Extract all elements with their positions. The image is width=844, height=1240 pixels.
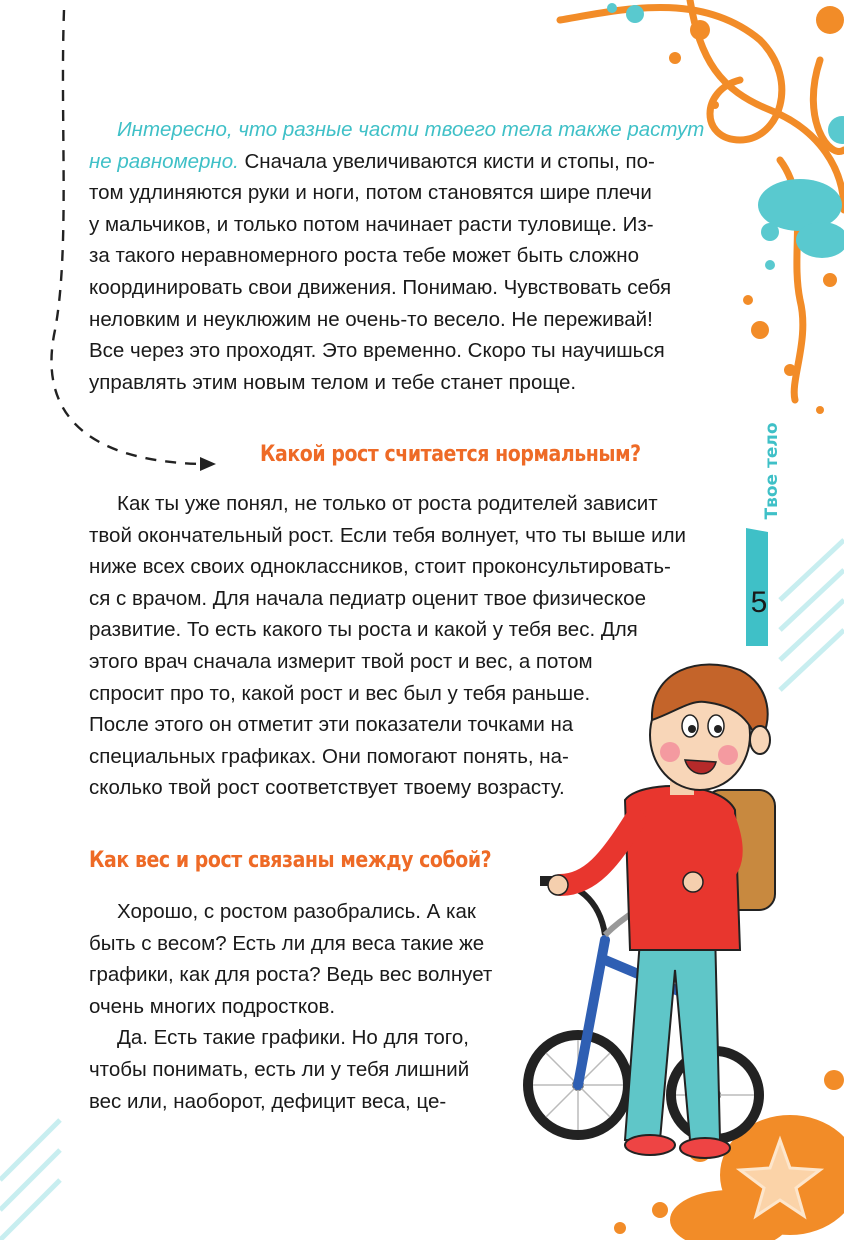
paragraph-normal-height <box>89 488 715 804</box>
side-tab-title <box>762 416 782 526</box>
paragraph-intro <box>89 114 715 398</box>
text-line: специальных графиках. Они помогают понять, на- <box>89 744 569 768</box>
text-line: Как ты уже понял, не только от роста родителей зависит <box>117 492 658 515</box>
text-line: сколько твой рост соответствует твоему возрасту. <box>89 776 565 800</box>
text-line: очень многих подростков. <box>89 994 336 1018</box>
text-line: неловким и неуклюжим не очень-то весело. Не переживай! <box>89 307 653 331</box>
text-line: вес или, наоборот, дефицит веса, це- <box>89 1089 447 1113</box>
text-line: не равномерно. Сначала увеличиваются кисти и стопы, по- <box>89 149 655 173</box>
text-line: После этого он отметит эти показатели точками на <box>89 713 574 737</box>
text-line: за такого неравномерного роста тебе может быть сложно <box>89 244 639 268</box>
section-heading-normal-height: Какой рост считается нормальным? <box>260 442 641 467</box>
text-line: ся с врачом. Для начала педиатр оценит твое физическое <box>89 586 646 610</box>
text-line: координировать свои движения. Понимаю. Чувствовать себя <box>89 275 672 299</box>
text-line: этого врач сначала измерит твой рост и вес, а потом <box>89 649 593 673</box>
text-line: чтобы понимать, есть ли у тебя лишний <box>89 1057 470 1081</box>
text-line: Хорошо, с ростом разобрались. А как <box>117 900 476 923</box>
arrow-head-icon <box>200 457 216 471</box>
text-line: том удлиняются руки и ноги, потом становятся шире плечи <box>89 181 652 205</box>
text-line: у мальчиков, и только потом начинает расти туловище. Из- <box>89 212 654 236</box>
text-line: развитие. То есть какого ты роста и какой у тебя вес. Для <box>89 618 638 642</box>
text-line: спросит про то, какой рост и вес был у тебя раньше. <box>89 681 591 705</box>
side-tab-title-text: Твое тело <box>762 422 782 520</box>
text-line: ниже всех своих одноклассников, стоит проконсультировать- <box>89 555 671 579</box>
text-line: твой окончательный рост. Если тебя волнует, что ты выше или <box>89 523 686 547</box>
text-line: Все через это проходят. Это временно. Скоро ты научишься <box>89 339 665 363</box>
page-number: 5 <box>750 586 768 619</box>
text-line: быть с весом? Есть ли для веса такие же <box>89 931 485 955</box>
section-heading-weight-height: Как вес и рост связаны между собой? <box>89 848 492 873</box>
text-line: Интересно, что разные части твоего тела также растут <box>117 118 705 141</box>
paragraph-weight <box>89 896 539 1117</box>
text-line: Да. Есть такие графики. Но для того, <box>117 1026 469 1050</box>
text-line: графики, как для роста? Ведь вес волнует <box>89 963 493 987</box>
text-line: управлять этим новым телом и тебе станет проще. <box>89 370 577 394</box>
